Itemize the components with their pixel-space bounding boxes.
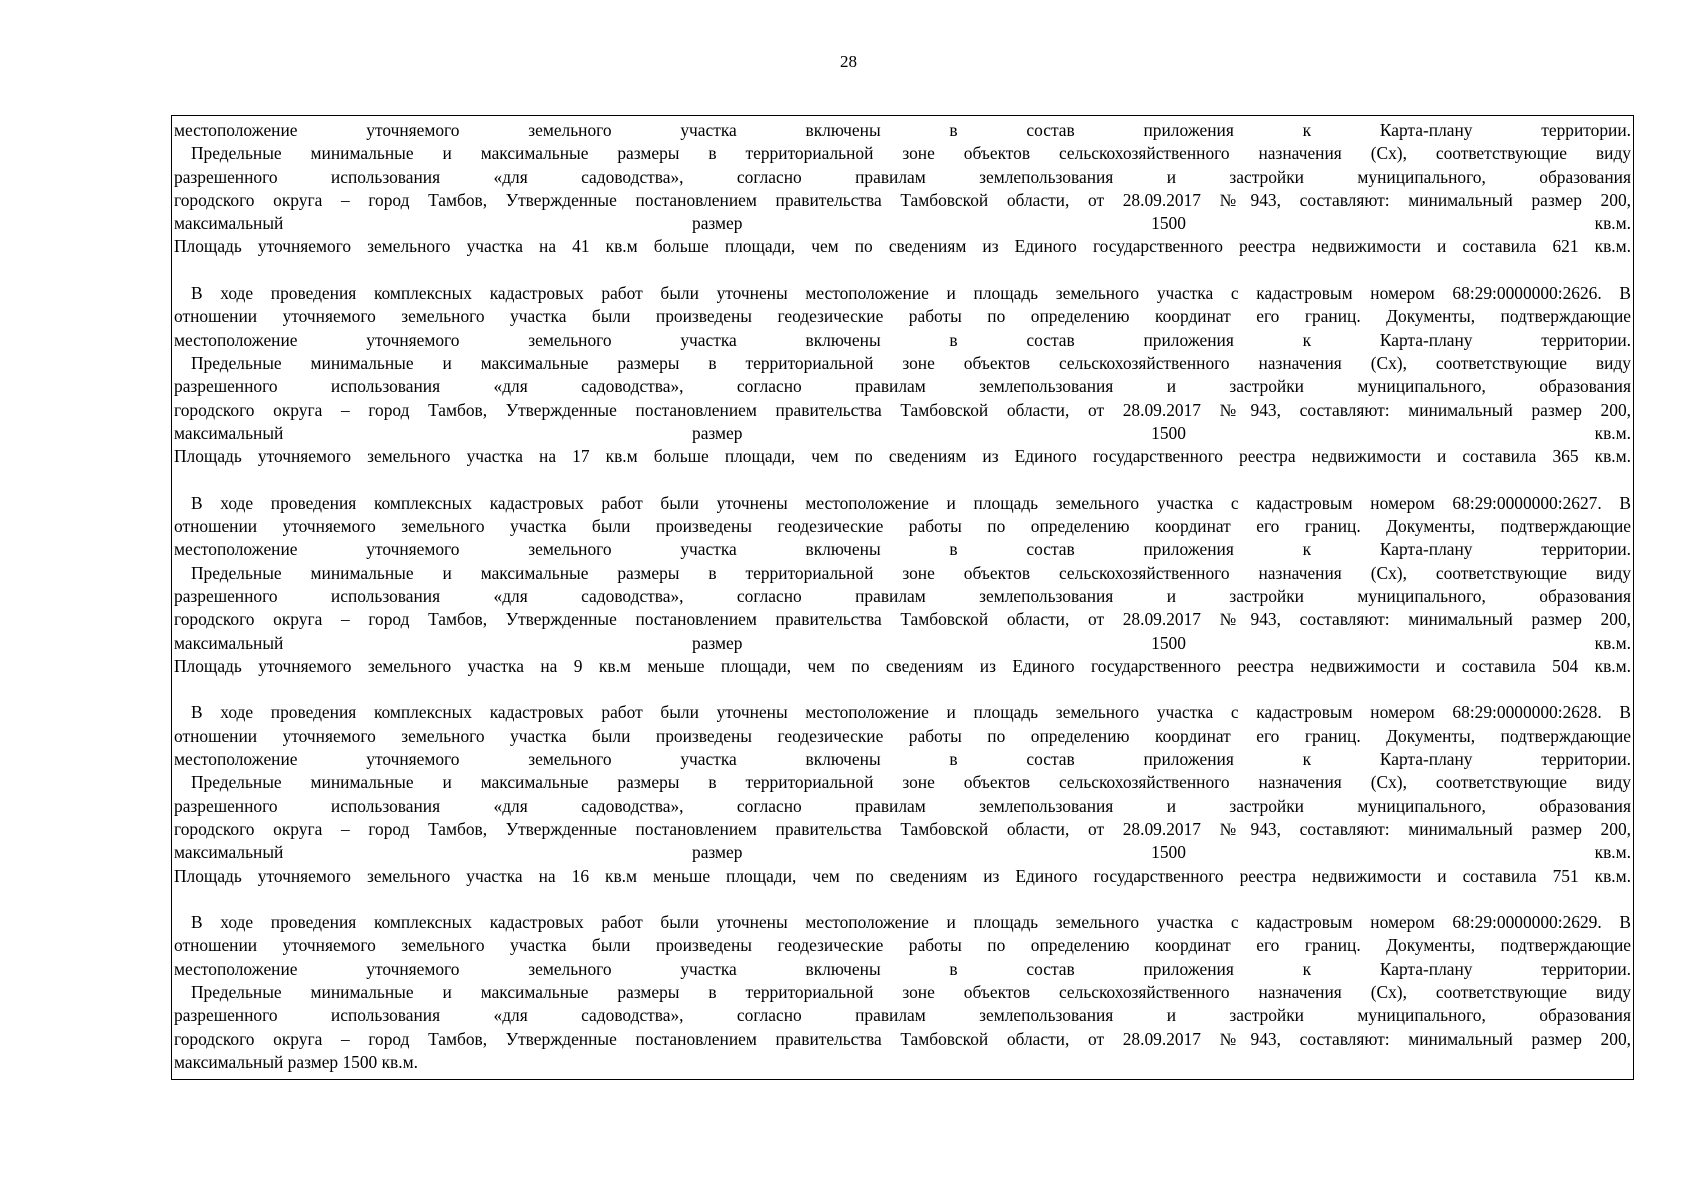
text-line: местоположение уточняемого земельного участка включены в состав приложения к Карта-плану территории.: [174, 749, 1631, 770]
text-line: Площадь уточняемого земельного участка на 41 кв.м больше площади, чем по сведениям из Единого государственного реестра недвижимости и составила 621 кв.м.: [174, 236, 1631, 257]
text-line: разрешенного использования «для садоводства», согласно правилам землепользования и застройки муниципального, образования: [174, 166, 1631, 187]
text-line: городского округа – город Тамбов, Утвержденные постановлением правительства Тамбовской области, от 28.09.2017 №943, составляют: минимальный размер 200,: [174, 399, 1631, 420]
text-line: городского округа – город Тамбов, Утвержденные постановлением правительства Тамбовской области, от 28.09.2017 №943, составляют: минимальный размер 200,: [174, 189, 1631, 210]
paragraph-gap: [174, 259, 1631, 282]
text-line: максимальный размер 1500 кв.м.: [174, 213, 1631, 234]
text-line: максимальный размер 1500 кв.м.: [174, 842, 1631, 863]
text-line: отношении уточняемого земельного участка были произведены геодезические работы по определению координат его границ. Документы, подтверждающие: [174, 516, 1631, 537]
text-line: разрешенного использования «для садоводства», согласно правилам землепользования и застройки муниципального, образования: [174, 795, 1631, 816]
parcel-paragraph: [174, 701, 1631, 887]
text-line: Площадь уточняемого земельного участка на 9 кв.м меньше площади, чем по сведениям из Единого государственного реестра недвижимости и составила 504 кв.м.: [174, 655, 1631, 676]
page-number: 28: [840, 52, 857, 71]
text-line: городского округа – город Тамбов, Утвержденные постановлением правительства Тамбовской области, от 28.09.2017 №943, составляют: минимальный размер 200,: [174, 1028, 1631, 1049]
text-line: максимальный размер 1500 кв.м.: [174, 1051, 418, 1072]
text-line: Предельные минимальные и максимальные размеры в территориальной зоне объектов сельскохозяйственного назначения (Сх), соответствующие виду: [191, 562, 1631, 583]
parcel-paragraph: [174, 282, 1631, 468]
text-line: местоположение уточняемого земельного участка включены в состав приложения к Карта-плану территории.: [174, 958, 1631, 979]
text-line: разрешенного использования «для садоводства», согласно правилам землепользования и застройки муниципального, образования: [174, 585, 1631, 606]
parcel-paragraph: [174, 911, 1631, 1074]
text-line: В ходе проведения комплексных кадастровых работ были уточнены местоположение и площадь земельного участка с кадастровым номером 68:29:0000000:2629. В: [191, 912, 1631, 933]
text-line: В ходе проведения комплексных кадастровых работ были уточнены местоположение и площадь земельного участка с кадастровым номером 68:29:0000000:2627. В: [191, 492, 1631, 513]
text-line: разрешенного использования «для садоводства», согласно правилам землепользования и застройки муниципального, образования: [174, 1005, 1631, 1026]
document-frame: [171, 115, 1634, 1080]
document-body: [174, 119, 1631, 1074]
text-line: В ходе проведения комплексных кадастровых работ были уточнены местоположение и площадь земельного участка с кадастровым номером 68:29:0000000:2626. В: [191, 283, 1631, 304]
text-line: городского округа – город Тамбов, Утвержденные постановлением правительства Тамбовской области, от 28.09.2017 №943, составляют: минимальный размер 200,: [174, 818, 1631, 839]
text-line: максимальный размер 1500 кв.м.: [174, 632, 1631, 653]
paragraph-gap: [174, 468, 1631, 491]
text-line: Предельные минимальные и максимальные размеры в территориальной зоне объектов сельскохозяйственного назначения (Сх), соответствующие виду: [191, 352, 1631, 373]
text-line: местоположение уточняемого земельного участка включены в состав приложения к Карта-плану территории.: [174, 329, 1631, 350]
text-line: Предельные минимальные и максимальные размеры в территориальной зоне объектов сельскохозяйственного назначения (Сх), соответствующие виду: [191, 772, 1631, 793]
text-line: Предельные минимальные и максимальные размеры в территориальной зоне объектов сельскохозяйственного назначения (Сх), соответствующие виду: [191, 143, 1631, 164]
text-line: разрешенного использования «для садоводства», согласно правилам землепользования и застройки муниципального, образования: [174, 376, 1631, 397]
text-line: местоположение уточняемого земельного участка включены в состав приложения к Карта-плану территории.: [174, 539, 1631, 560]
text-line: отношении уточняемого земельного участка были произведены геодезические работы по определению координат его границ. Документы, подтверждающие: [174, 306, 1631, 327]
text-line: Площадь уточняемого земельного участка на 16 кв.м меньше площади, чем по сведениям из Единого государственного реестра недвижимости и составила 751 кв.м.: [174, 865, 1631, 886]
text-line: максимальный размер 1500 кв.м.: [174, 422, 1631, 443]
text-line: отношении уточняемого земельного участка были произведены геодезические работы по определению координат его границ. Документы, подтверждающие: [174, 935, 1631, 956]
text-line: местоположение уточняемого земельного участка включены в состав приложения к Карта-плану территории.: [174, 120, 1631, 140]
text-line: городского округа – город Тамбов, Утвержденные постановлением правительства Тамбовской области, от 28.09.2017 №943, составляют: минимальный размер 200,: [174, 609, 1631, 630]
paragraph-gap: [174, 888, 1631, 911]
paragraph-gap: [174, 678, 1631, 701]
text-line: В ходе проведения комплексных кадастровых работ были уточнены местоположение и площадь земельного участка с кадастровым номером 68:29:0000000:2628. В: [191, 702, 1631, 723]
text-line: Площадь уточняемого земельного участка на 17 кв.м больше площади, чем по сведениям из Единого государственного реестра недвижимости и составила 365 кв.м.: [174, 446, 1631, 467]
text-line: Предельные минимальные и максимальные размеры в территориальной зоне объектов сельскохозяйственного назначения (Сх), соответствующие виду: [191, 981, 1631, 1002]
parcel-paragraph: [174, 492, 1631, 678]
text-line: отношении уточняемого земельного участка были произведены геодезические работы по определению координат его границ. Документы, подтверждающие: [174, 725, 1631, 746]
parcel-paragraph: [174, 119, 1631, 259]
